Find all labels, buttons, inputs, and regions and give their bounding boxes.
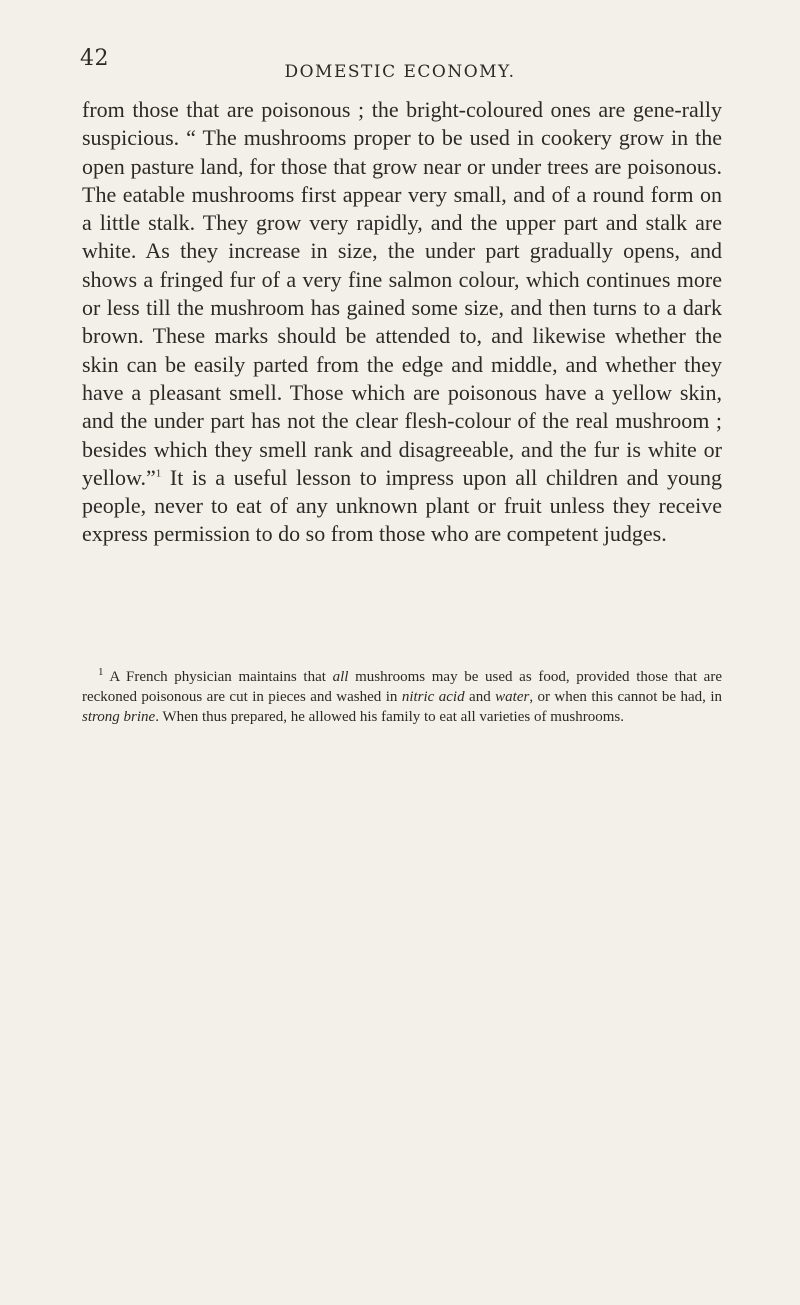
footnote-reference: 1	[155, 467, 162, 480]
footnote-text: . When thus prepared, he allowed his family to eat all varieties of mushrooms.	[155, 709, 624, 725]
footnote-text: mushrooms may be used as food, provided those that are reckoned poisonous are cut in pieces and washed in	[82, 669, 722, 705]
footnote-italic: all	[332, 669, 349, 685]
footnote-italic: nitric acid	[401, 689, 465, 705]
body-text-part: It is a useful lesson to impress upon all children and young people, never to eat of any unknown plant or fruit unless they receive express permission to do so from those who are competent judges.	[82, 464, 722, 547]
footnote-text: , or when this cannot be had, in	[529, 689, 722, 705]
footnote-text: A French physician maintains that	[103, 669, 333, 685]
running-head: DOMESTIC ECONOMY.	[284, 62, 516, 82]
footnote-italic: strong brine	[82, 709, 156, 725]
page-number: 42	[80, 46, 109, 71]
footnote-italic: water	[495, 689, 530, 705]
footnote-marker: 1	[98, 666, 104, 678]
body-text-part: from those that are poisonous ; the bright-coloured ones are gene-rally suspicious. “ The mushrooms proper to be used in cookery grow in the open pasture land, for those that grow near or under trees are poisonous. The eatable mushrooms first appear very small, and of a round form on a little stalk. They grow very rapidly, and the upper part and stalk are white. As they increase in size, the under part gradually opens, and shows a fringed fur of a very fine salmon colour, which continues more or less till the mushroom has gained some size, and then turns to a dark brown. These marks should be attended to, and likewise whether the skin can be easily parted from the edge and middle, and whether they have a pleasant smell. Those which are poisonous have a yellow skin, and the under part has not the clear flesh-colour of the real mushroom ; besides which they smell rank and disagreeable, and the fur is white or yellow.”	[82, 97, 722, 490]
footnote-text: and	[464, 689, 496, 705]
footnote	[82, 667, 722, 727]
body-paragraph	[82, 96, 722, 549]
